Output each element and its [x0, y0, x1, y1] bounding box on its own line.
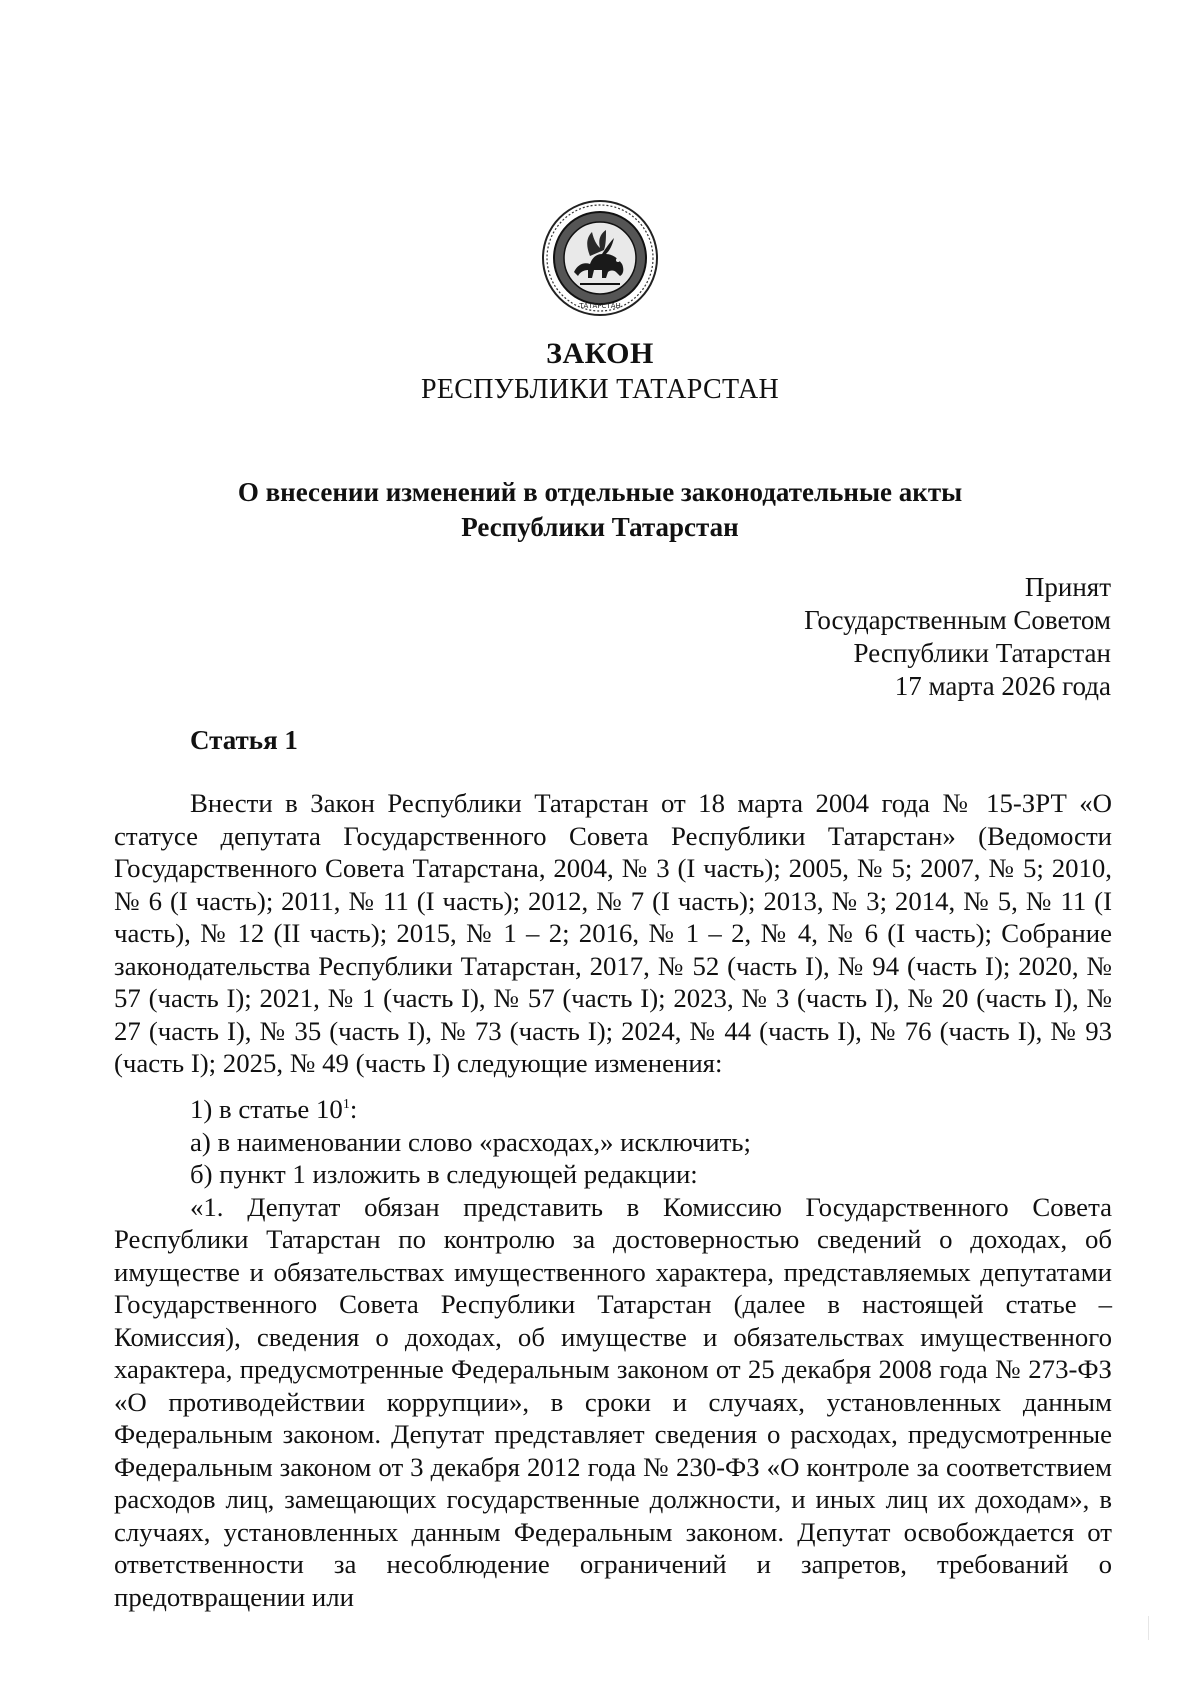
- law-title: [0, 336, 1200, 408]
- adoption-date: 17 марта 2026 года: [894, 671, 1111, 701]
- adoption-line-3: Республики Татарстан: [853, 638, 1111, 668]
- scan-mark: [1148, 1616, 1149, 1640]
- law-label: ЗАКОН: [546, 337, 654, 370]
- quoted-paragraph: «1. Депутат обязан представить в Комиссию Государственного Совета Республики Татарстан по контролю за достоверностью сведений о доходах, об имуществе и обязательствах имущественного характера, представляемых депутатами Государственного Совета Республики Татарстан (далее в настоящей статье – Комиссия), сведения о доходах, об имуществе и обязательствах имущественного характера, предусмотренные Федеральным законом от 25 декабря 2008 года № 273-ФЗ «О противодействии коррупции», в сроки и случаях, установленных данным Федеральным законом. Депутат представляет сведения о расходах, предусмотренные Федеральным законом от 3 декабря 2012 года № 230-ФЗ «О контроле за соответствием расходов лиц, замещающих государственные должности, и иных лиц их доходам», в случаях, установленных данным Федеральным законом. Депутат освобождается от ответственности за несоблюдение ограничений и запретов, требований о предотвращении или: [114, 1191, 1112, 1612]
- amendment-item-a: а) в наименовании слово «расходах,» исключить;: [190, 1126, 751, 1157]
- amendment-item-b: б) пункт 1 изложить в следующей редакции:: [190, 1159, 698, 1189]
- adoption-block: [804, 571, 1111, 703]
- amendment-item-1-sup: 1: [342, 1097, 350, 1112]
- amendments-list: [114, 1093, 1112, 1613]
- article-heading: Статья 1: [190, 725, 298, 755]
- amendment-item-1-text: 1) в статье 10: [190, 1094, 343, 1124]
- article-intro-block: [114, 787, 1112, 1080]
- amendment-item-1-suffix: :: [349, 1094, 358, 1124]
- adoption-line-2: Государственным Советом: [804, 605, 1111, 635]
- tatarstan-emblem-icon: [540, 198, 660, 318]
- adoption-line-1: Принят: [1024, 572, 1111, 602]
- republic-label: РЕСПУБЛИКИ ТАТАРСТАН: [420, 374, 780, 405]
- subject-line-2: Республики Татарстан: [461, 512, 739, 542]
- amendment-item-1: [114, 1093, 1112, 1126]
- subject-line-1: О внесении изменений в отдельные законодательные акты: [237, 477, 963, 507]
- law-subject: [0, 475, 1200, 545]
- svg-text:ТАТАРСТАН: ТАТАРСТАН: [579, 302, 621, 310]
- article-intro-paragraph: Внести в Закон Республики Татарстан от 18 марта 2004 года № 15-ЗРТ «О статусе депутата Государственного Совета Республики Татарстан» (Ведомости Государственного Совета Татарстана, 2004, № 3 (I часть); 2005, № 5; 2007, № 5; 2010, № 6 (I часть); 2011, № 11 (I часть); 2012, № 7 (I часть); 2013, № 3; 2014, № 5, № 11 (I часть), № 12 (II часть); 2015, № 1 – 2; 2016, № 1 – 2, № 4, № 6 (I часть); Собрание законодательства Республики Татарстан, 2017, № 52 (часть I), № 94 (часть I); 2020, № 57 (часть I); 2021, № 1 (часть I), № 57 (часть I); 2023, № 3 (часть I), № 20 (часть I), № 27 (часть I), № 35 (часть I), № 73 (часть I); 2024, № 44 (часть I), № 76 (часть I), № 93 (часть I); 2025, № 49 (часть I) следующие изменения:: [114, 788, 1112, 1078]
